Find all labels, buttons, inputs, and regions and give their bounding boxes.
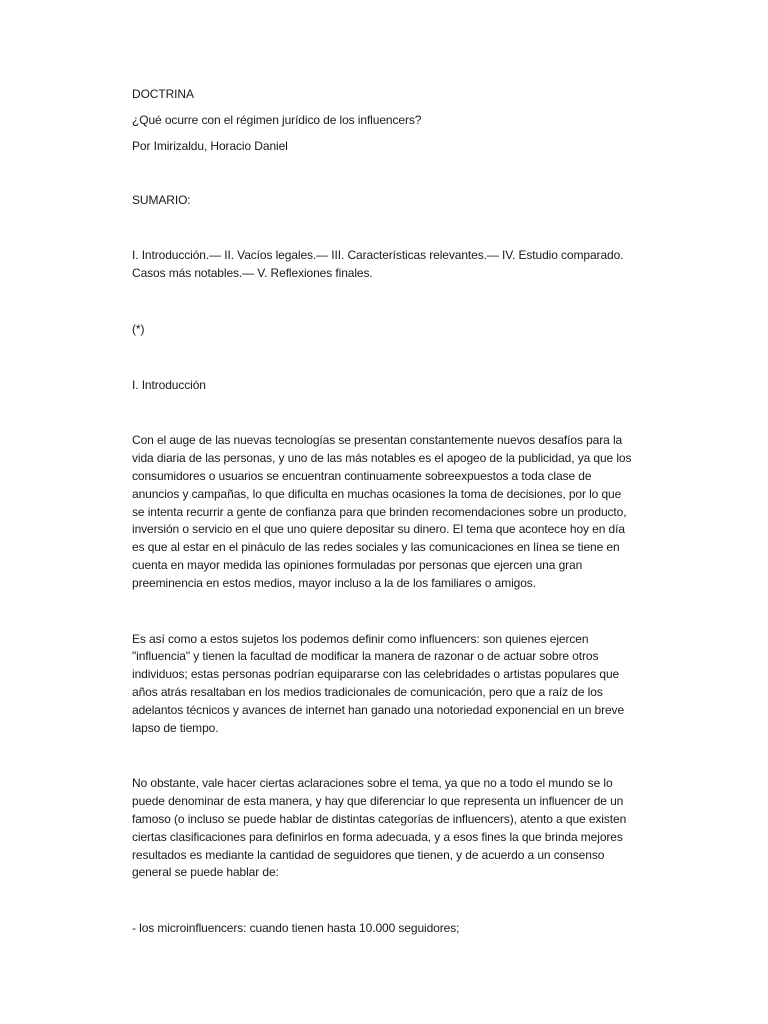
summary-text: I. Introducción.— II. Vacíos legales.— III. Características relevantes.— IV. Estudio comparado. Casos más notables.— V. Reflexiones finales. [132, 248, 624, 280]
section-heading-introduccion: I. Introducción [132, 377, 206, 392]
list-item: - los microinfluencers: cuando tienen hasta 10.000 seguidores; [132, 921, 460, 936]
document-body [132, 86, 632, 938]
paragraph: Con el auge de las nuevas tecnologías se presentan constantemente nuevos desafíos para la vida diaria de las personas, y uno de las más notables es el apogeo de la publicidad, ya que los consumidores o usuarios se encuentran continuamente sobreexpuestos a toda clase de anuncios y campañas, lo que dificulta en muchas ocasiones la toma de decisiones, por lo que se intenta recurrir a gente de confianza para que brinden recomendaciones sobre un producto, inversión o servicio en el que uno quiere depositar su dinero. El tema que acontece hoy en día es que al estar en el pináculo de las redes sociales y las comunicaciones en línea se tiene en cuenta en mayor medida las opiniones formuladas por personas que ejercen una gran preeminencia en estos medios, mayor incluso a la de los familiares o amigos. [132, 433, 632, 590]
footnote-marker: (*) [132, 321, 145, 336]
author-line: Por Imirizaldu, Horacio Daniel [132, 138, 288, 153]
section-label: DOCTRINA [132, 87, 194, 101]
document-title: ¿Qué ocurre con el régimen jurídico de los influencers? [132, 112, 422, 127]
paragraph: Es así como a estos sujetos los podemos definir como influencers: son quienes ejercen "influencia" y tienen la facultad de modificar la manera de razonar o de actuar sobre otros individuos; estas personas podrían equipararse con las celebridades o artistas populares que años atrás resaltaban en los medios tradicionales de comunicación, pero que a raíz de los adelantos técnicos y avances de internet han ganado una notoriedad exponencial en un breve lapso de tiempo. [132, 631, 625, 735]
summary-label: SUMARIO: [132, 193, 191, 208]
paragraph: No obstante, vale hacer ciertas aclaraciones sobre el tema, ya que no a todo el mundo se lo puede denominar de esta manera, y hay que diferenciar lo que representa un influencer de un famoso (o incluso se puede hablar de distintas categorías de influencers), atento a que existen ciertas clasificaciones para definirlos en forma adecuada, y a esos fines la que brinda mejores resultados es mediante la cantidad de seguidores que tienen, y de acuerdo a un consenso general se puede hablar de: [132, 776, 627, 880]
